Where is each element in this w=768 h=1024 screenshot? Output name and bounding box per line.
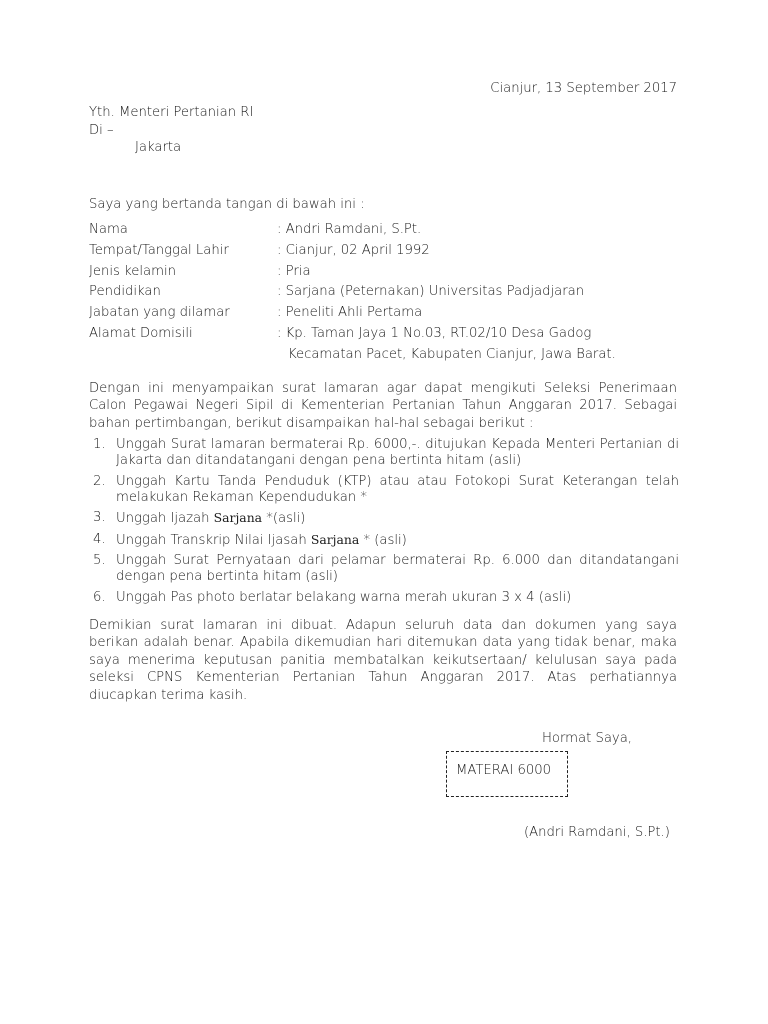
recipient-city: Jakarta bbox=[135, 140, 182, 155]
intro-text: Saya yang bertanda tangan di bawah ini : bbox=[89, 197, 365, 212]
field-value: : Cianjur, 02 April 1992 bbox=[277, 242, 430, 258]
field-label: Jabatan yang dilamar bbox=[89, 305, 230, 321]
list-text: Unggah Kartu Tanda Penduduk (KTP) atau atau Fotokopi Surat Keterangan telah melakukan Rekaman Kependudukan * bbox=[116, 473, 679, 505]
list-item bbox=[89, 590, 679, 606]
list-text-serif: Sarjana bbox=[213, 510, 263, 526]
stamp-label: MATERAI 6000 bbox=[456, 763, 552, 778]
list-number: 6. bbox=[93, 589, 106, 605]
list-text: Unggah Pas photo berlatar belakang warna merah ukuran 3 x 4 (asli) bbox=[116, 589, 572, 605]
signer-name: (Andri Ramdani, S.Pt.) bbox=[524, 825, 670, 840]
list-item bbox=[89, 532, 679, 549]
applicant-fields bbox=[89, 220, 616, 366]
address-continuation: Kecamatan Pacet, Kabupaten Cianjur, Jawa Barat. bbox=[288, 346, 616, 362]
list-number: 4. bbox=[93, 531, 106, 547]
recipient-di: Di – bbox=[89, 122, 114, 138]
list-text: Unggah Surat Pernyataan dari pelamar bermaterai Rp. 6.000 dan ditandatangani dengan pena bertinta hitam (asli) bbox=[116, 552, 679, 585]
field-value: : Pria bbox=[277, 263, 311, 279]
list-text-pre: Unggah Ijazah bbox=[116, 511, 214, 527]
field-row-birth bbox=[89, 241, 616, 262]
field-label: Tempat/Tanggal Lahir bbox=[89, 242, 229, 258]
list-number: 1. bbox=[93, 437, 106, 452]
list-text-post: * (asli) bbox=[359, 532, 407, 548]
list-text-serif: Sarjana bbox=[310, 531, 360, 547]
requirements-list bbox=[89, 437, 679, 610]
field-value: : Sarjana (Peternakan) Universitas Padjadjaran bbox=[277, 284, 585, 300]
field-row-name bbox=[89, 220, 616, 241]
field-row-address bbox=[89, 324, 616, 345]
field-row-gender bbox=[89, 262, 616, 283]
list-text: Unggah Surat lamaran bermaterai Rp. 6000,-. ditujukan Kepada Menteri Pertanian di Jakarta dan ditandatangani dengan pena bertinta hitam (asli) bbox=[116, 437, 679, 469]
list-text-post: *(asli) bbox=[262, 511, 306, 527]
list-item bbox=[89, 437, 679, 469]
field-value: : Peneliti Ahli Pertama bbox=[277, 305, 423, 321]
list-item bbox=[89, 553, 679, 585]
field-value: : Andri Ramdani, S.Pt. bbox=[277, 222, 422, 237]
stamp-box bbox=[446, 751, 568, 797]
field-label: Nama bbox=[89, 222, 128, 237]
field-row-position bbox=[89, 303, 616, 324]
body-paragraph-2: Demikian surat lamaran ini dibuat. Adapun seluruh data dan dokumen yang saya berikan adalah benar. Apabila dikemudian hari ditemukan data yang tidak benar, maka saya menerima keputusan panitia membatalkan keikutsertaan/ kelulusan saya pada seleksi CPNS Kementerian Pertanian Tahun Anggaran 2017. Atas perhatiannya diucapkan terima kasih. bbox=[89, 618, 677, 703]
recipient-block bbox=[89, 104, 253, 157]
list-item bbox=[89, 474, 679, 506]
list-item bbox=[89, 510, 679, 527]
letter-date: Cianjur, 13 September 2017 bbox=[490, 81, 677, 96]
field-row-education bbox=[89, 282, 616, 303]
list-text-pre: Unggah Transkrip Nilai Ijasah bbox=[116, 532, 311, 548]
field-label: Pendidikan bbox=[89, 284, 161, 300]
body-paragraph-1: Dengan ini menyampaikan surat lamaran agar dapat mengikuti Seleksi Penerimaan Calon Pegawai Negeri Sipil di Kementerian Pertanian Tahun Anggaran 2017. Sebagai bahan pertimbangan, berikut disampaikan hal-hal sebagai berikut : bbox=[89, 381, 677, 431]
closing-salutation: Hormat Saya, bbox=[542, 731, 632, 746]
field-label: Alamat Domisili bbox=[89, 325, 193, 341]
field-label: Jenis kelamin bbox=[89, 263, 176, 279]
list-number: 2. bbox=[93, 473, 106, 489]
field-value: : Kp. Taman Jaya 1 No.03, RT.02/10 Desa Gadog bbox=[277, 325, 592, 341]
recipient-name: Yth. Menteri Pertanian RI bbox=[89, 105, 254, 120]
list-number: 3. bbox=[93, 510, 106, 526]
list-number: 5. bbox=[93, 552, 106, 568]
